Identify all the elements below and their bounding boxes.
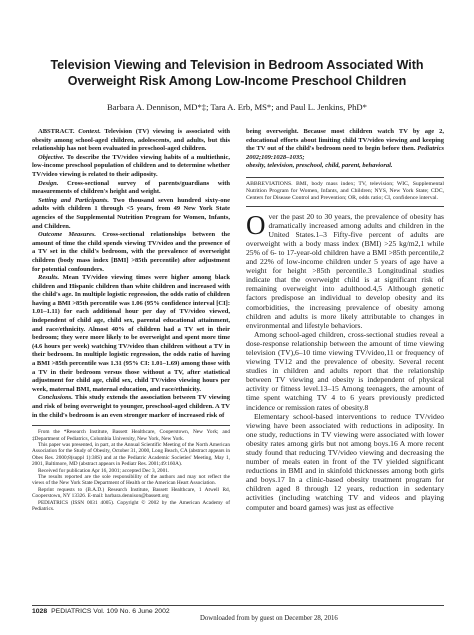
footnote-reprints: Reprint requests to (B.A.D.) Research Institute, Bassett Healthcare, 1 Atwell Rd, Cooperstown, NY 13326. E-mail: barbara.dennison@bassett.org bbox=[32, 486, 230, 500]
abstract-design bbox=[32, 180, 230, 197]
abstract-conclusions-text: This study extends the association between TV viewing and risk of being overweight to younger, preschool-aged children. A TV in the child's bedroom is an even stronger marker of increased risk of bbox=[32, 394, 230, 419]
abstract-setting bbox=[32, 197, 230, 231]
abstract-objective-text: To describe the TV/video viewing habits of a multiethnic, low-income preschool population of children and to determine whether TV/video viewing is related to their adiposity. bbox=[32, 153, 230, 178]
abstract-label: ABSTRACT. bbox=[38, 128, 75, 135]
abstract-results-head: Results. bbox=[38, 274, 60, 282]
footnote-received: Received for publication Apr 16, 2001; accepted Dec 3, 2001. bbox=[38, 467, 170, 474]
page-footer bbox=[32, 608, 170, 615]
abstract-design-text: Cross-sectional survey of parents/guardians with measurements of children's height and weight. bbox=[32, 179, 230, 196]
abstract-setting-text: Two thousand seven hundred sixty-one adults with children 1 through <5 years, from 49 New York State agencies of the Supplemental Nutrition Program for Women, Infants, and Children. bbox=[32, 196, 231, 230]
abstract-context-text: Television (TV) viewing is associated with obesity among school-aged children, adolescents, and adults, but this relationship has not been evaluated in preschool-aged children. bbox=[32, 128, 231, 153]
abstract-results bbox=[32, 274, 230, 394]
footnote-affiliations: From the *Research Institute, Bassett Healthcare, Cooperstown, New York; and ‡Department of Pediatrics, Columbia University, New York, New York. bbox=[32, 429, 230, 442]
abstract-conclusions bbox=[32, 394, 230, 420]
footnote-presented: This paper was presented, in part, at the Annual Scientific Meeting of the North American Association for the Study of Obesity, October 31, 2000, Long Beach, CA (abstract appears in Obes Res. 2000;8(suppl 1):38S) and at the Pediatric Academic Societies' Meeting, May 1, 2001, Baltimore, MD (abstract appears in Pediatr Res. 2001;49:160A). bbox=[32, 442, 230, 468]
body-divider bbox=[246, 206, 444, 207]
drop-cap: O bbox=[246, 209, 266, 240]
abstract-objective bbox=[32, 154, 230, 180]
abstract-citation: Pediatrics 2002;109:1028–1035; bbox=[246, 145, 444, 161]
abstract-context-head: Context. bbox=[78, 128, 101, 135]
page-number: 1028 bbox=[32, 608, 48, 615]
article-authors: Barbara A. Dennison, MD*‡; Tara A. Erb, MS*; and Paul L. Jenkins, PhD* bbox=[107, 102, 367, 112]
abbreviations: ABBREVIATIONS. BMI, body mass index; TV, television; WIC, Supplemental Nutrition Program for Women, Infants, and Children; NYS, New York State; CDC, Centers for Disease Control and Prevention; OR, odds ratio; CI, confidence interval. bbox=[246, 180, 444, 202]
keywords: obesity, television, preschool, child, parent, behavioral. bbox=[246, 162, 393, 170]
body-paragraph: Elementary school-based interventions to reduce TV/video viewing have been associated with reductions in adiposity. In one study, reductions in TV viewing were associated with lower obesity rates among girls but not among boys.16 A more recent study found that reducing TV/video viewing and decreasing the number of meals eaten in front of the TV yielded significant reductions in BMI and in skinfold thicknesses among both girls and boys.17 In a clinic-based obesity treatment program for children aged 8 through 12 years, reduction in sedentary activities (including watching TV and videos and playing computer and board games) was just as effective bbox=[246, 411, 444, 512]
abbreviations-divider bbox=[246, 177, 444, 178]
download-notice: Downloaded from by guest on December 28, 2016 bbox=[200, 615, 338, 622]
article-body bbox=[246, 209, 444, 512]
journal-issue: PEDIATRICS Vol. 109 No. 6 June 2002 bbox=[51, 608, 170, 615]
abstract-continuation-text: being overweight. Because most children watch TV by age 2, educational efforts about limiting child TV/video viewing and keeping the TV out of the child's bedroom need to begin before then. bbox=[246, 128, 444, 153]
left-column bbox=[32, 128, 230, 512]
body-paragraph: Among school-aged children, cross-sectional studies reveal a dose-response relationship between the amount of time viewing television (TV),6–10 time viewing TV/video,11 or frequency of viewing TV12 and the prevalence of obesity. Several recent studies in children and adults report that the relationship between TV viewing and obesity is independent of physical activity or fitness level.13–15 Among teenagers, the amount of time spent watching TV 4 to 6 years previously predicted incidence or remission rates of obesity.8 bbox=[246, 329, 444, 412]
abstract-outcome-head: Outcome Measures. bbox=[38, 231, 97, 239]
right-column bbox=[246, 128, 444, 512]
abstract-outcome-text: Cross-sectional relationships between the amount of time the child spends viewing TV/video and the presence of a TV set in the child's bedroom, with the prevalence of overweight children (body mass index [BMI] >85th percentile) after adjustment for potential confounders. bbox=[32, 231, 230, 273]
abstract-conclusions-head: Conclusions. bbox=[38, 394, 73, 402]
abstract bbox=[32, 128, 230, 420]
abstract-context bbox=[32, 128, 230, 154]
abstract-setting-head: Setting and Participants. bbox=[38, 196, 109, 204]
body-paragraph bbox=[246, 209, 444, 330]
footnote-disclaimer: The results reported are the sole responsibility of the authors and may not reflect the views of the New York State Department of Health or the American Heart Association. bbox=[32, 474, 230, 487]
footnote-divider bbox=[32, 425, 230, 426]
abstract-design-head: Design. bbox=[38, 179, 59, 187]
abstract-objective-head: Objective. bbox=[38, 153, 65, 161]
article-title: Television Viewing and Television in Bedroom Associated With Overweight Risk Among Low-Income Preschool Children bbox=[50, 58, 424, 88]
abstract-outcome bbox=[32, 231, 230, 274]
page-footer-rule bbox=[32, 605, 444, 606]
abstract-continuation bbox=[246, 128, 444, 162]
footnotes bbox=[32, 429, 230, 512]
body-paragraph-1-text: ver the past 20 to 30 years, the prevalence of obesity has dramatically increased among adults and children in the United States.1–3 Fifty-five percent of adults are overweight with a body mass index (BMI) >25 kg/m2,1 while 25% of 6- to 17-year-old children have a BMI >85th percentile,2 and 22% of low-income children under 5 years of age have a weight for height >85th percentile.3 Longitudinal studies indicate that the overweight child is at significant risk of remaining overweight into adulthood.4,5 Although genetic factors predispose an individual to develop obesity and its comorbidities, the increasing prevalence of obesity among children and adults is more likely attributable to changes in environmental and lifestyle behaviors. bbox=[246, 211, 444, 330]
footnote-copyright: PEDIATRICS (ISSN 0031 4005). Copyright © 2002 by the American Academy of Pediatrics. bbox=[32, 499, 230, 513]
abstract-results-text: Mean TV/video viewing times were higher among black children and Hispanic children than white children and increased with the child's age. In multiple logistic regression, the odds ratio of children having a BMI >85th percentile was 1.06 (95% confidence interval [CI]: 1.01–1.11) for each additional hour per day of TV/video viewed, independent of child age, child sex, parental educational attainment, and race/ethnicity. Almost 40% of children had a TV set in their bedroom; they were more likely to be overweight and spent more time (4.6 hours per week) watching TV/video than children without a TV in their bedroom. In multiple logistic regression, the odds ratio of having a BMI >85th percentile was 1.31 (95% CI: 1.01–1.69) among those with a TV in their bedroom versus those without a TV, after statistical adjustment for child age, child sex, child TV/video viewing hours per week, maternal BMI, maternal education, and race/ethnicity. bbox=[32, 274, 230, 393]
